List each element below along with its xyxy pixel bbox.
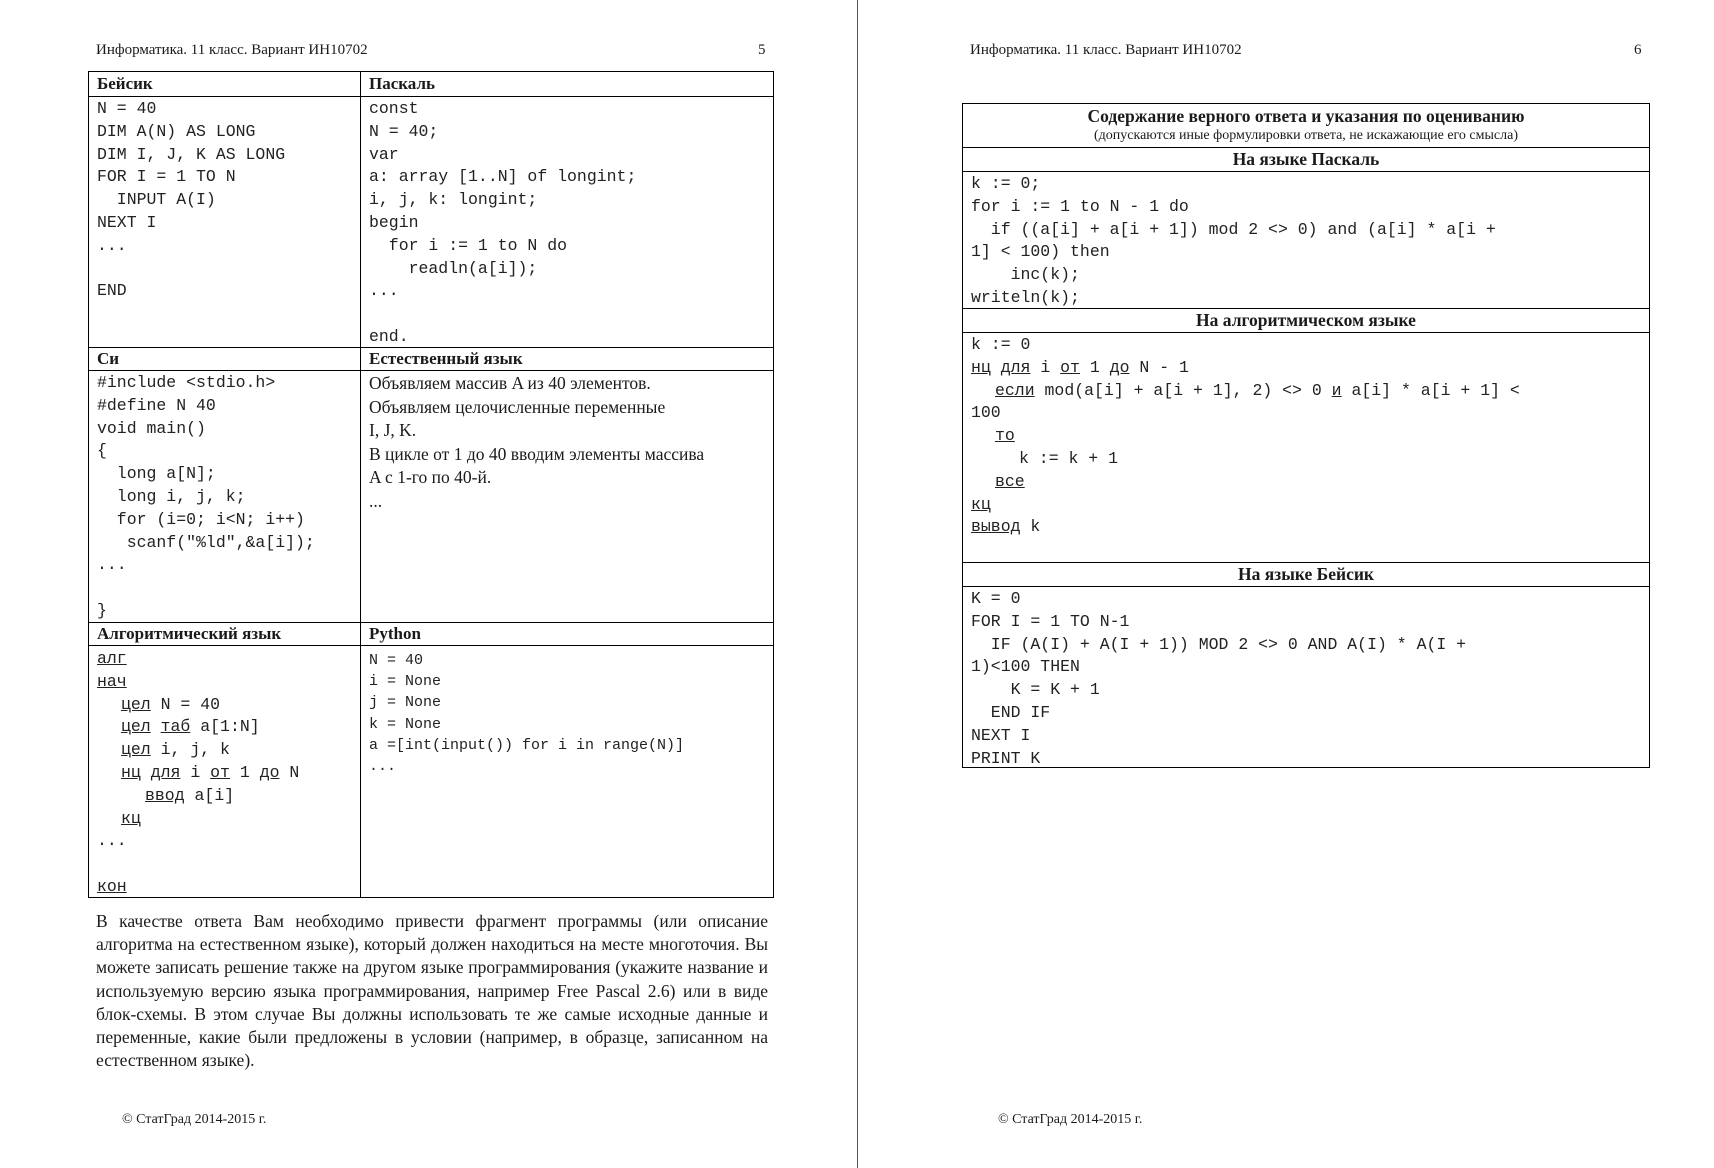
natural-heading: Естественный язык bbox=[369, 349, 523, 368]
python-code: N = 40 i = None j = None k = None a =[int(input()) for i in range(N)] ... bbox=[369, 652, 685, 776]
basic-answer-code: K = 0 FOR I = 1 TO N-1 IF (A(I) + A(I + 1)) MOD 2 <> 0 AND A(I) * A(I + 1)<100 THEN K = K + 1 END IF NEXT I PRINT K bbox=[971, 589, 1467, 768]
basic-heading: Бейсик bbox=[97, 74, 153, 93]
pascal-answer-heading: На языке Паскаль bbox=[1232, 149, 1380, 169]
algo-heading: Алгоритмический язык bbox=[97, 624, 282, 643]
answer-subtitle: (допускаются иные формулировки ответа, не искажающие его смысла) bbox=[1094, 128, 1518, 143]
right-header-title: Информатика. 11 класс. Вариант ИН10702 bbox=[970, 42, 1242, 58]
left-header-title: Информатика. 11 класс. Вариант ИН10702 bbox=[96, 42, 368, 58]
natural-text: Объявляем массив A из 40 элементов. Объявляем целочисленные переменные I, J, K. В цикле от 1 до 40 вводим элементы массива A с 1-го по 40-й. ... bbox=[369, 373, 705, 511]
algo-answer-code: k := 0 нц для i от 1 до N - 1 если mod(a[i] + a[i + 1], 2) <> 0 и a[i] * a[i + 1] < 100 то k := k + 1 все кц вывод k bbox=[971, 335, 1520, 537]
right-page-number: 6 bbox=[1634, 42, 1642, 58]
basic-code: N = 40 DIM A(N) AS LONG DIM I, J, K AS LONG FOR I = 1 TO N INPUT A(I) NEXT I ... END bbox=[97, 99, 286, 301]
left-page-number: 5 bbox=[758, 42, 766, 58]
left-footer: © СтатГрад 2014-2015 г. bbox=[122, 1112, 267, 1127]
pascal-heading: Паскаль bbox=[369, 74, 435, 93]
c-heading: Си bbox=[97, 349, 120, 368]
right-footer: © СтатГрад 2014-2015 г. bbox=[998, 1112, 1143, 1127]
answer-title: Содержание верного ответа и указания по оцениванию bbox=[1087, 106, 1525, 126]
algo-code: алг нач цел N = 40 цел таб a[1:N] цел i, j, k нц для i от 1 до N ввод a[i] кц ... кон bbox=[97, 649, 300, 896]
python-heading: Python bbox=[369, 624, 421, 643]
instruction-paragraph: В качестве ответа Вам необходимо привести фрагмент программы (или описание алгоритма на естественном языке), который должен находиться на месте многоточия. Вы можете записать решение также на другом языке программирования (укажите название и используемую версию языка программирования, например Free Pascal 2.6) или в виде блок-схемы. В этом случае Вы должны использовать те же самые исходные данные и переменные, какие были предложены в условии (например, в образце, записанном на естественном языке). bbox=[96, 911, 768, 1071]
pascal-answer-code: k := 0; for i := 1 to N - 1 do if ((a[i] + a[i + 1]) mod 2 <> 0) and (a[i] * a[i + 1] < 100) then inc(k); writeln(k); bbox=[971, 174, 1496, 307]
page-divider bbox=[857, 0, 858, 1168]
code-table bbox=[88, 71, 774, 898]
answer-box bbox=[962, 103, 1650, 768]
pascal-code: const N = 40; var a: array [1..N] of longint; i, j, k: longint; begin for i := 1 to N do readln(a[i]); ... end. bbox=[369, 99, 637, 346]
algo-answer-heading: На алгоритмическом языке bbox=[1196, 310, 1416, 330]
c-code: #include <stdio.h> #define N 40 void main() { long a[N]; long i, j, k; for (i=0; i<N; i++) scanf("%ld",&a[i]); ... } bbox=[97, 373, 315, 620]
basic-answer-heading: На языке Бейсик bbox=[1237, 564, 1375, 584]
